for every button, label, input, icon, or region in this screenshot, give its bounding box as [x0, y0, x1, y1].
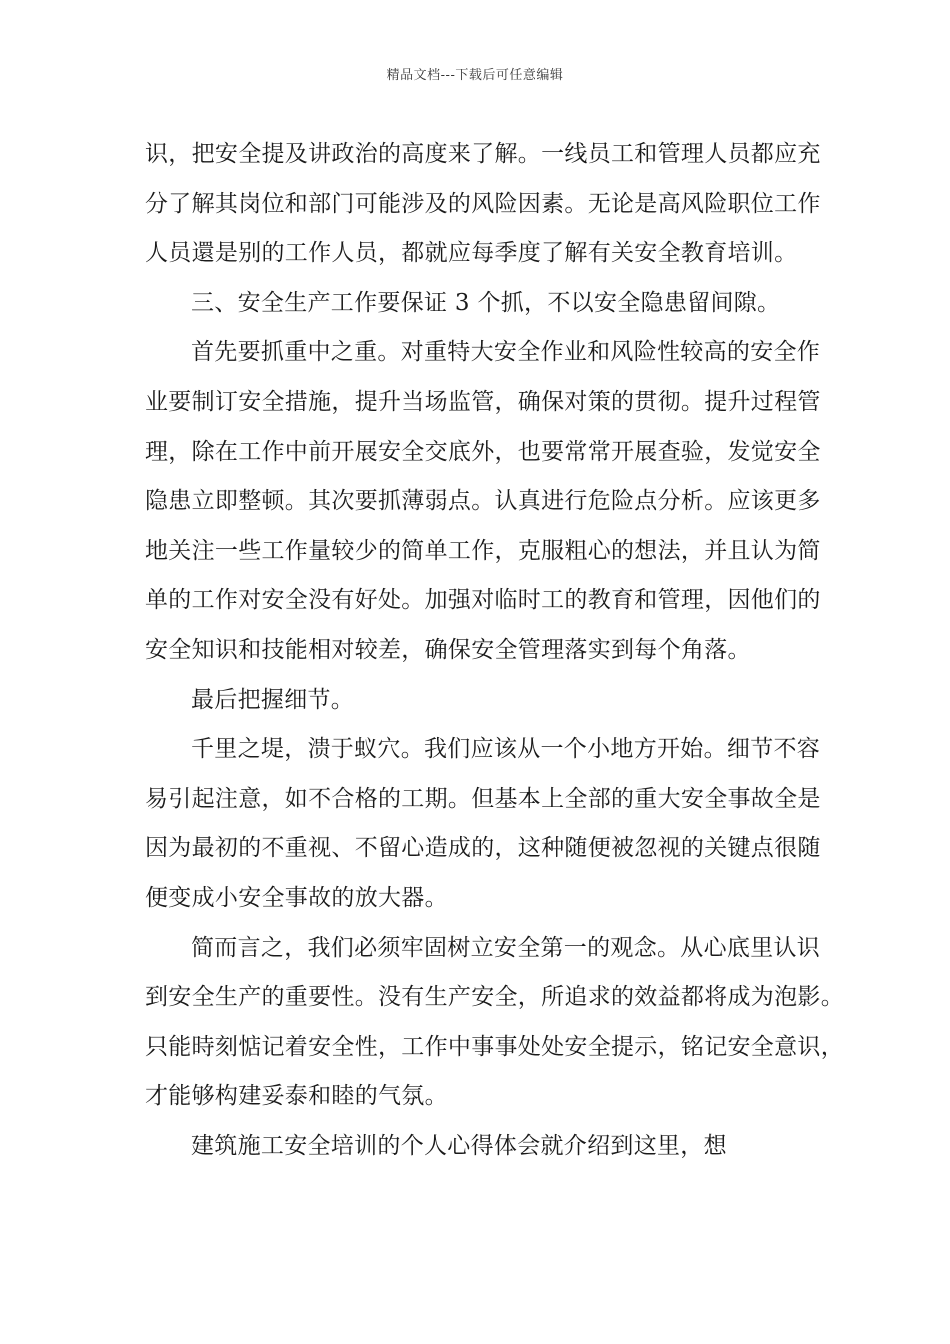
text-line: 识，把安全提及讲政治的高度来了解。一线员工和管理人员都应充 [145, 141, 821, 167]
text-line: 安全知识和技能相对较差，确保安全管理落实到每个角落。 [145, 636, 751, 663]
text-line: 首先要抓重中之重。对重特大安全作业和风险性较高的安全作 [191, 339, 821, 366]
text-line: 最后把握细节。 [191, 686, 355, 713]
text-line: 单的工作对安全没有好处。加强对临时工的教育和管理，因他们的 [145, 587, 821, 614]
text-line: 分了解其岗位和部门可能涉及的风险因素。无论是高风险职位工作 [145, 190, 821, 217]
document-body [145, 130, 844, 1171]
text-line: 因为最初的不重视、不留心造成的，这种随便被忽视的关键点很随 [145, 835, 821, 862]
section-heading: 三、安全生产工作要保证 3 个抓，不以安全隐患留间隙。 [191, 289, 781, 316]
text-line: 地关注一些工作量较少的简单工作，克服粗心的想法，并且认为简 [145, 537, 821, 564]
text-line: 易引起注意，如不合格的工期。但基本上全部的重大安全事故全是 [145, 785, 821, 812]
text-line: 到安全生产的重要性。没有生产安全，所追求的效益都将成为泡影。 [145, 984, 844, 1011]
text-line: 理，除在工作中前开展安全交底外，也要常常开展查验，发觉安全 [145, 438, 821, 465]
text-line: 只能時刻惦记着安全性，工作中事事处处安全提示，铭记安全意识， [145, 1033, 844, 1060]
text-line: 建筑施工安全培训的个人心得体会就介绍到这里，想 [191, 1132, 727, 1159]
text-line: 才能够构建妥泰和睦的气氛。 [145, 1083, 448, 1110]
text-line: 隐患立即整顿。其次要抓薄弱点。认真进行危险点分析。应该更多 [145, 488, 821, 515]
page-header: 精品文档---下载后可任意编辑 [386, 68, 564, 83]
text-line: 简而言之，我们必须牢固树立安全第一的观念。从心底里认识 [191, 934, 821, 961]
text-line: 便变成小安全事故的放大器。 [145, 884, 448, 911]
text-line: 业要制订安全措施，提升当场监管，确保对策的贯彻。提升过程管 [145, 388, 821, 415]
text-line: 人员還是别的工作人员，都就应每季度了解有关安全教育培训。 [145, 240, 798, 267]
text-line: 千里之堤，溃于蚁穴。我们应该从一个小地方开始。细节不容 [191, 736, 821, 763]
